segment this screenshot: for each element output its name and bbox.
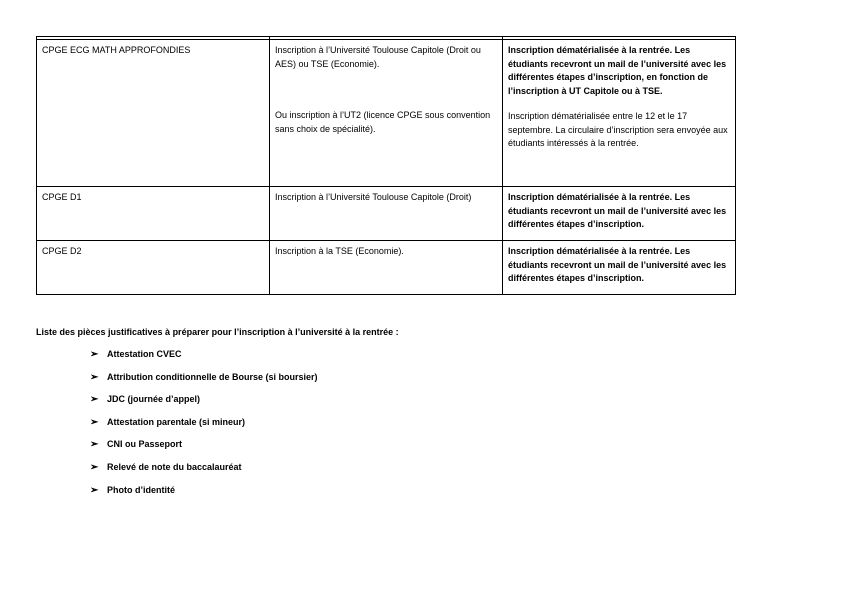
list-item — [90, 462, 318, 485]
list-item-label: Photo d’identité — [107, 484, 175, 495]
procedure-cell — [503, 187, 736, 241]
track-cell — [37, 187, 270, 241]
list-item — [90, 394, 318, 417]
track-name: CPGE D2 — [42, 246, 82, 256]
track-cell — [37, 241, 270, 295]
table-row — [37, 241, 736, 295]
procedure-text: Inscription dématérialisée à la rentrée. Les étudiants recevront un mail de l’université avec les différentes étapes d’inscription, en fonction de l’inscription à UT Capitole ou à TSE. — [508, 45, 727, 96]
arrowhead-bullet-icon: ➢ — [90, 439, 99, 451]
registration-text: Inscription à l’Université Toulouse Capitole (Droit) — [275, 192, 472, 202]
registration-text: Inscription à l’Université Toulouse Capitole (Droit ou AES) ou TSE (Economie). — [275, 45, 481, 69]
list-item — [90, 439, 318, 462]
arrowhead-bullet-icon: ➢ — [90, 416, 99, 428]
list-item-label: Relevé de note du baccalauréat — [107, 461, 242, 472]
arrowhead-bullet-icon: ➢ — [90, 394, 99, 406]
arrowhead-bullet-icon: ➢ — [90, 371, 99, 383]
procedure-cell — [503, 241, 736, 295]
list-item-label: Attestation parentale (si mineur) — [107, 416, 246, 427]
table-row — [37, 187, 736, 241]
list-item — [90, 349, 318, 372]
registration-text: Inscription à la TSE (Economie). — [275, 246, 404, 256]
procedure-text: Inscription dématérialisée à la rentrée. Les étudiants recevront un mail de l’université avec les différentes étapes d’inscription. — [508, 246, 727, 283]
list-item — [90, 417, 318, 440]
registration-cell — [270, 241, 503, 295]
registration-cell — [270, 187, 503, 241]
list-item-label: Attribution conditionnelle de Bourse (si boursier) — [107, 371, 318, 382]
documents-list — [90, 349, 318, 507]
track-cell — [37, 40, 270, 187]
list-item-label: Attestation CVEC — [107, 349, 182, 359]
procedure-text: Inscription dématérialisée à la rentrée. Les étudiants recevront un mail de l’université avec les différentes étapes d’inscription. — [508, 192, 727, 229]
registration-cell — [270, 40, 503, 187]
registration-text: Ou inscription à l’UT2 (licence CPGE sous convention sans choix de spécialité). — [275, 110, 491, 134]
documents-intro: Liste des pièces justificatives à préparer pour l’inscription à l’université à la rentrée : — [36, 327, 399, 337]
table-row — [37, 40, 736, 187]
registration-table — [36, 36, 736, 295]
list-item-label: JDC (journée d’appel) — [107, 394, 201, 405]
list-item-label: CNI ou Passeport — [107, 439, 183, 450]
list-item — [90, 372, 318, 395]
track-name: CPGE D1 — [42, 192, 82, 202]
arrowhead-bullet-icon: ➢ — [90, 461, 99, 473]
list-item — [90, 485, 318, 508]
procedure-cell — [503, 40, 736, 187]
procedure-text: Inscription dématérialisée entre le 12 et le 17 septembre. La circulaire d’inscription sera envoyée aux étudiants intéressés à la rentrée. — [508, 111, 728, 148]
arrowhead-bullet-icon: ➢ — [90, 349, 99, 360]
track-name: CPGE ECG MATH APPROFONDIES — [42, 45, 191, 55]
arrowhead-bullet-icon: ➢ — [90, 484, 99, 496]
